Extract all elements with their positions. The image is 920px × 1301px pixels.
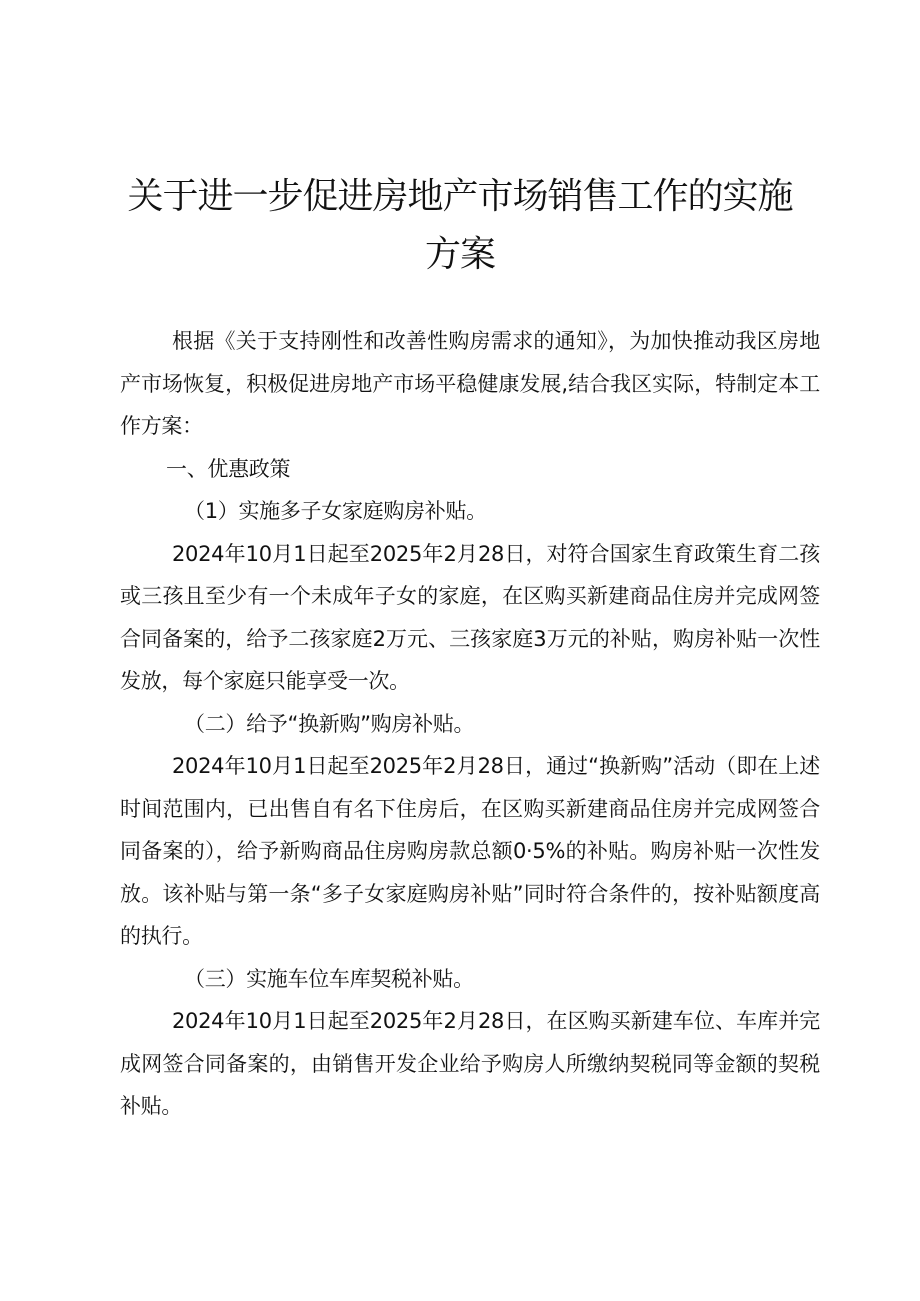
document-body	[120, 320, 820, 1128]
item-heading-parking-deed-tax-subsidy: （三）实施车位车库契税补贴。	[184, 966, 474, 991]
section-heading-preferential-policy: 一、优惠政策	[166, 456, 291, 481]
title-line-1: 关于进一步促进房地产市场销售工作的实施	[127, 176, 793, 217]
item-body-parking-deed-tax-subsidy: 2024年10月1日起至2025年2月28日，在区购买新建车位、车库并完成网签合同备案的，由销售开发企业给予购房人所缴纳契税同等金额的契税补贴。	[120, 1009, 820, 1118]
document-title	[100, 168, 820, 284]
item-body-multi-child-subsidy: 2024年10月1日起至2025年2月28日，对符合国家生育政策生育二孩或三孩且至少有一个未成年子女的家庭，在区购买新建商品住房并完成网签合同备案的，给予二孩家庭2万元、三孩家庭3万元的补贴，购房补贴一次性发放，每个家庭只能享受一次。	[120, 541, 820, 693]
intro-paragraph: 根据《关于支持刚性和改善性购房需求的通知》，为加快推动我区房地产市场恢复，积极促进房地产市场平稳健康发展,结合我区实际，特制定本工作方案：	[120, 329, 820, 438]
item-heading-multi-child-subsidy: （1）实施多子女家庭购房补贴。	[184, 499, 487, 523]
item-body-trade-in-subsidy: 2024年10月1日起至2025年2月28日，通过“换新购”活动（即在上述时间范围内，已出售自有名下住房后，在区购买新建商品住房并完成网签合同备案的），给予新购商品住房购房款总额0·5%的补贴。购房补贴一次性发放。该补贴与第一条“多子女家庭购房补贴”同时符合条件的，按补贴额度高的执行。	[120, 754, 820, 948]
item-heading-trade-in-subsidy: （二）给予“换新购”购房补贴。	[184, 711, 475, 736]
title-line-2: 方案	[424, 234, 495, 275]
